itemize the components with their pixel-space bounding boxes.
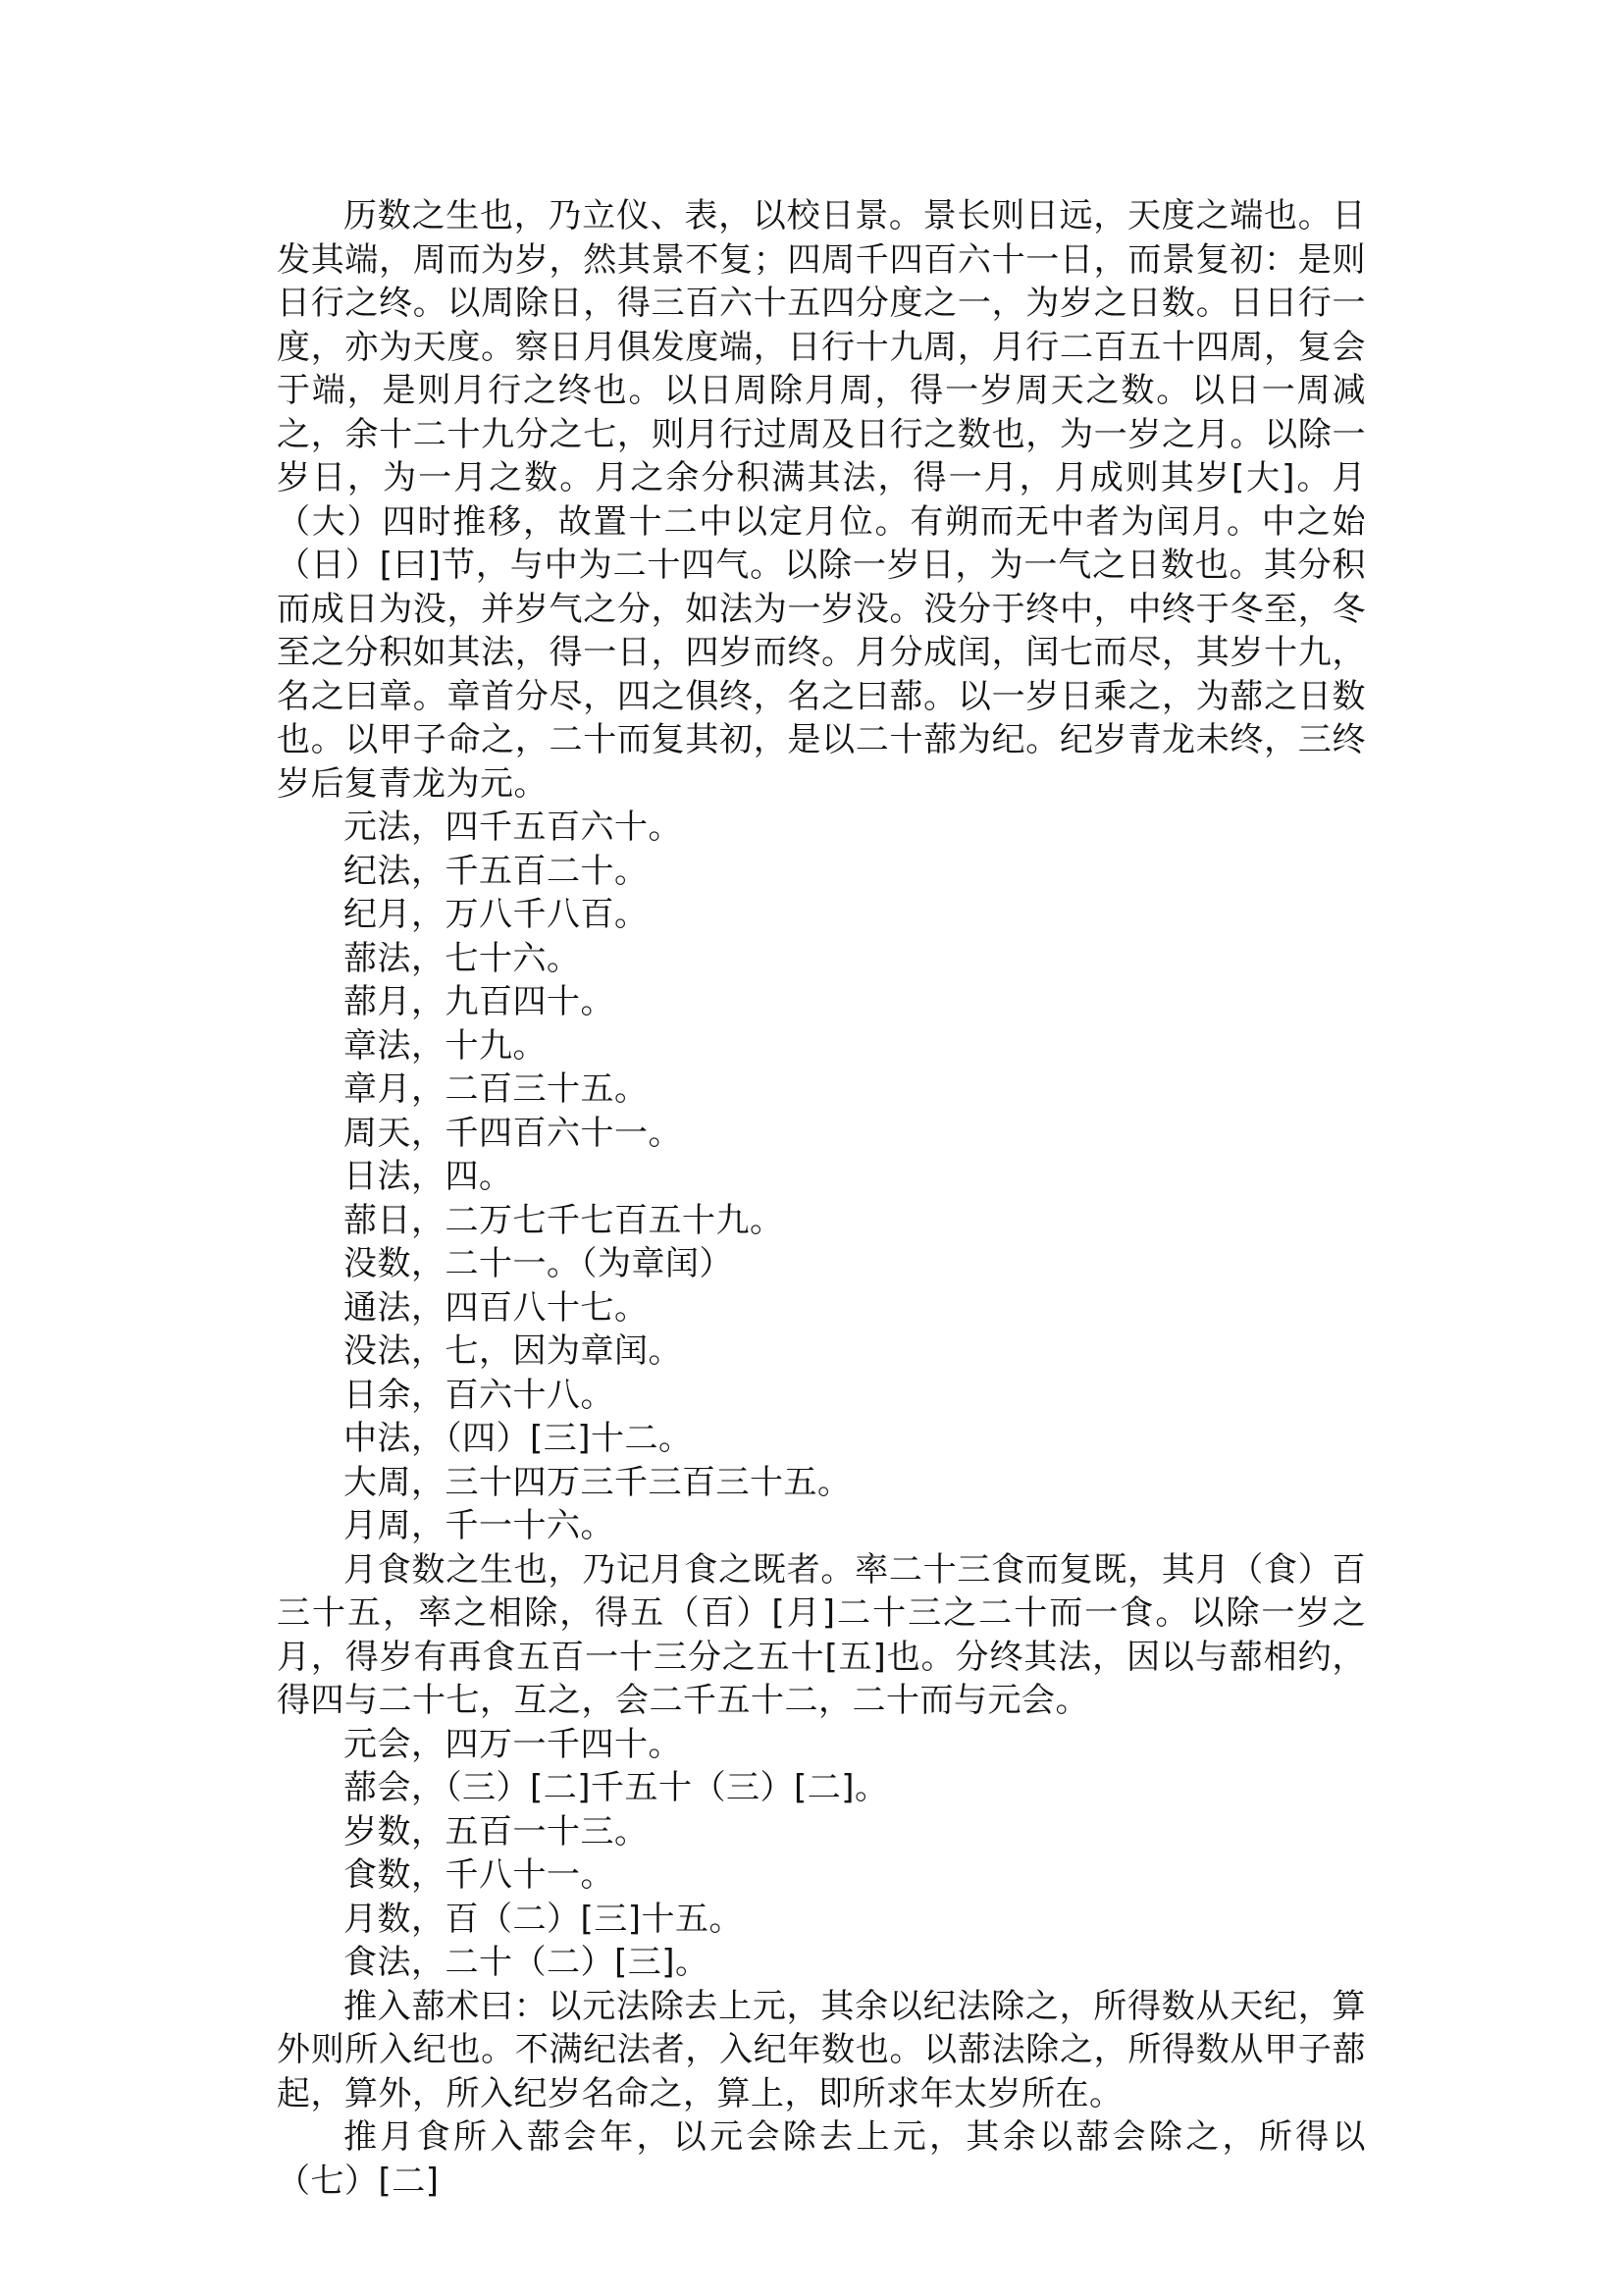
constant-entry: 中法，（四）[三]十二。 (343, 1419, 693, 1458)
calendar-constants-list (277, 806, 1366, 1548)
constant-entry: 食法，二十（二）[三]。 (343, 1943, 709, 1982)
constant-entry: 没数，二十一。（为章闰） (343, 1244, 733, 1283)
constant-entry: 纪月，万八千八百。 (343, 895, 649, 934)
constant-entry: 食数，千八十一。 (343, 1855, 614, 1895)
constant-entry: 大周，三十四万三千三百三十五。 (343, 1462, 852, 1502)
constant-entry: 蔀日，二万七千七百五十九。 (343, 1200, 784, 1240)
constant-entry: 日法，四。 (343, 1157, 513, 1196)
constant-entry: 月周，千一十六。 (343, 1506, 614, 1545)
constant-entry: 元会，四万一千四十。 (343, 1724, 682, 1764)
paragraph-calendar-origin: 历数之生也，乃立仪、表，以校日景。景长则日远，天度之端也。日发其端，周而为岁，然其景不复；四周千四百六十一日，而景复初：是则日行之终。以周除日，得三百六十五四分度之一，为岁之日数。日日行一度，亦为天度。察日月俱发度端，日行十九周，月行二百五十四周，复会于端，是则月行之终也。以日周除月周，得一岁周天之数。以日一周减之，余十二十九分之七，则月行过周及日行之数也，为一岁之月。以除一岁日，为一月之数。月之余分积满其法，得一月，月成则其岁[大]。月（大）四时推移，故置十二中以定月位。有朔而无中者为闰月。中之始（日）[曰]节，与中为二十四气。以除一岁日，为一气之日数也。其分积而成日为没，并岁气之分，如法为一岁没。没分于终中，中终于冬至，冬至之分积如其法，得一日，四岁而终。月分成闰，闰七而尽，其岁十九，名之曰章。章首分尽，四之俱终，名之曰蔀。以一岁日乘之，为蔀之日数也。以甲子命之，二十而复其初，是以二十蔀为纪。纪岁青龙未终，三终岁后复青龙为元。 (277, 196, 1366, 804)
constant-entry: 元法，四千五百六十。 (343, 808, 682, 847)
paragraph-eclipse-method: 推月食所入蔀会年，以元会除去上元，其余以蔀会除之，所得以（七）[二] (277, 2117, 1366, 2201)
page-content (277, 194, 1366, 2203)
eclipse-constants-list (277, 1723, 1366, 1985)
constant-entry: 周天，千四百六十一。 (343, 1113, 682, 1153)
paragraph-lunar-eclipse: 月食数之生也，乃记月食之既者。率二十三食而复既，其月（食）百三十五，率之相除，得五（百）[月]二十三之二十而一食。以除一岁之月，得岁有再食五百一十三分之五十[五]也。分终其法，因以与蔀相约，得四与二十七，互之，会二千五十二，二十而与元会。 (277, 1549, 1366, 1720)
constant-entry: 日余，百六十八。 (343, 1375, 614, 1415)
constant-entry: 章月，二百三十五。 (343, 1069, 649, 1109)
constant-entry: 通法，四百八十七。 (343, 1287, 649, 1328)
constant-entry: 没法，七，因为章闰。 (343, 1331, 682, 1371)
constant-entry: 蔀月，九百四十。 (343, 982, 614, 1021)
constant-entry: 岁数，五百一十三。 (343, 1811, 649, 1851)
constant-entry: 月数，百（二）[三]十五。 (343, 1899, 744, 1939)
constant-entry: 纪法，千五百二十。 (343, 851, 649, 891)
constant-entry: 蔀法，七十六。 (343, 938, 581, 978)
constant-entry: 章法，十九。 (343, 1025, 547, 1066)
paragraph-bu-method: 推入蔀术曰：以元法除去上元，其余以纪法除之，所得数从天纪，算外则所入纪也。不满纪法者，入纪年数也。以蔀法除之，所得数从甲子蔀起，算外，所入纪岁名命之，算上，即所求年太岁所在。 (277, 1986, 1366, 2113)
constant-entry: 蔀会，（三）[二]千五十（三）[二]。 (343, 1768, 889, 1807)
